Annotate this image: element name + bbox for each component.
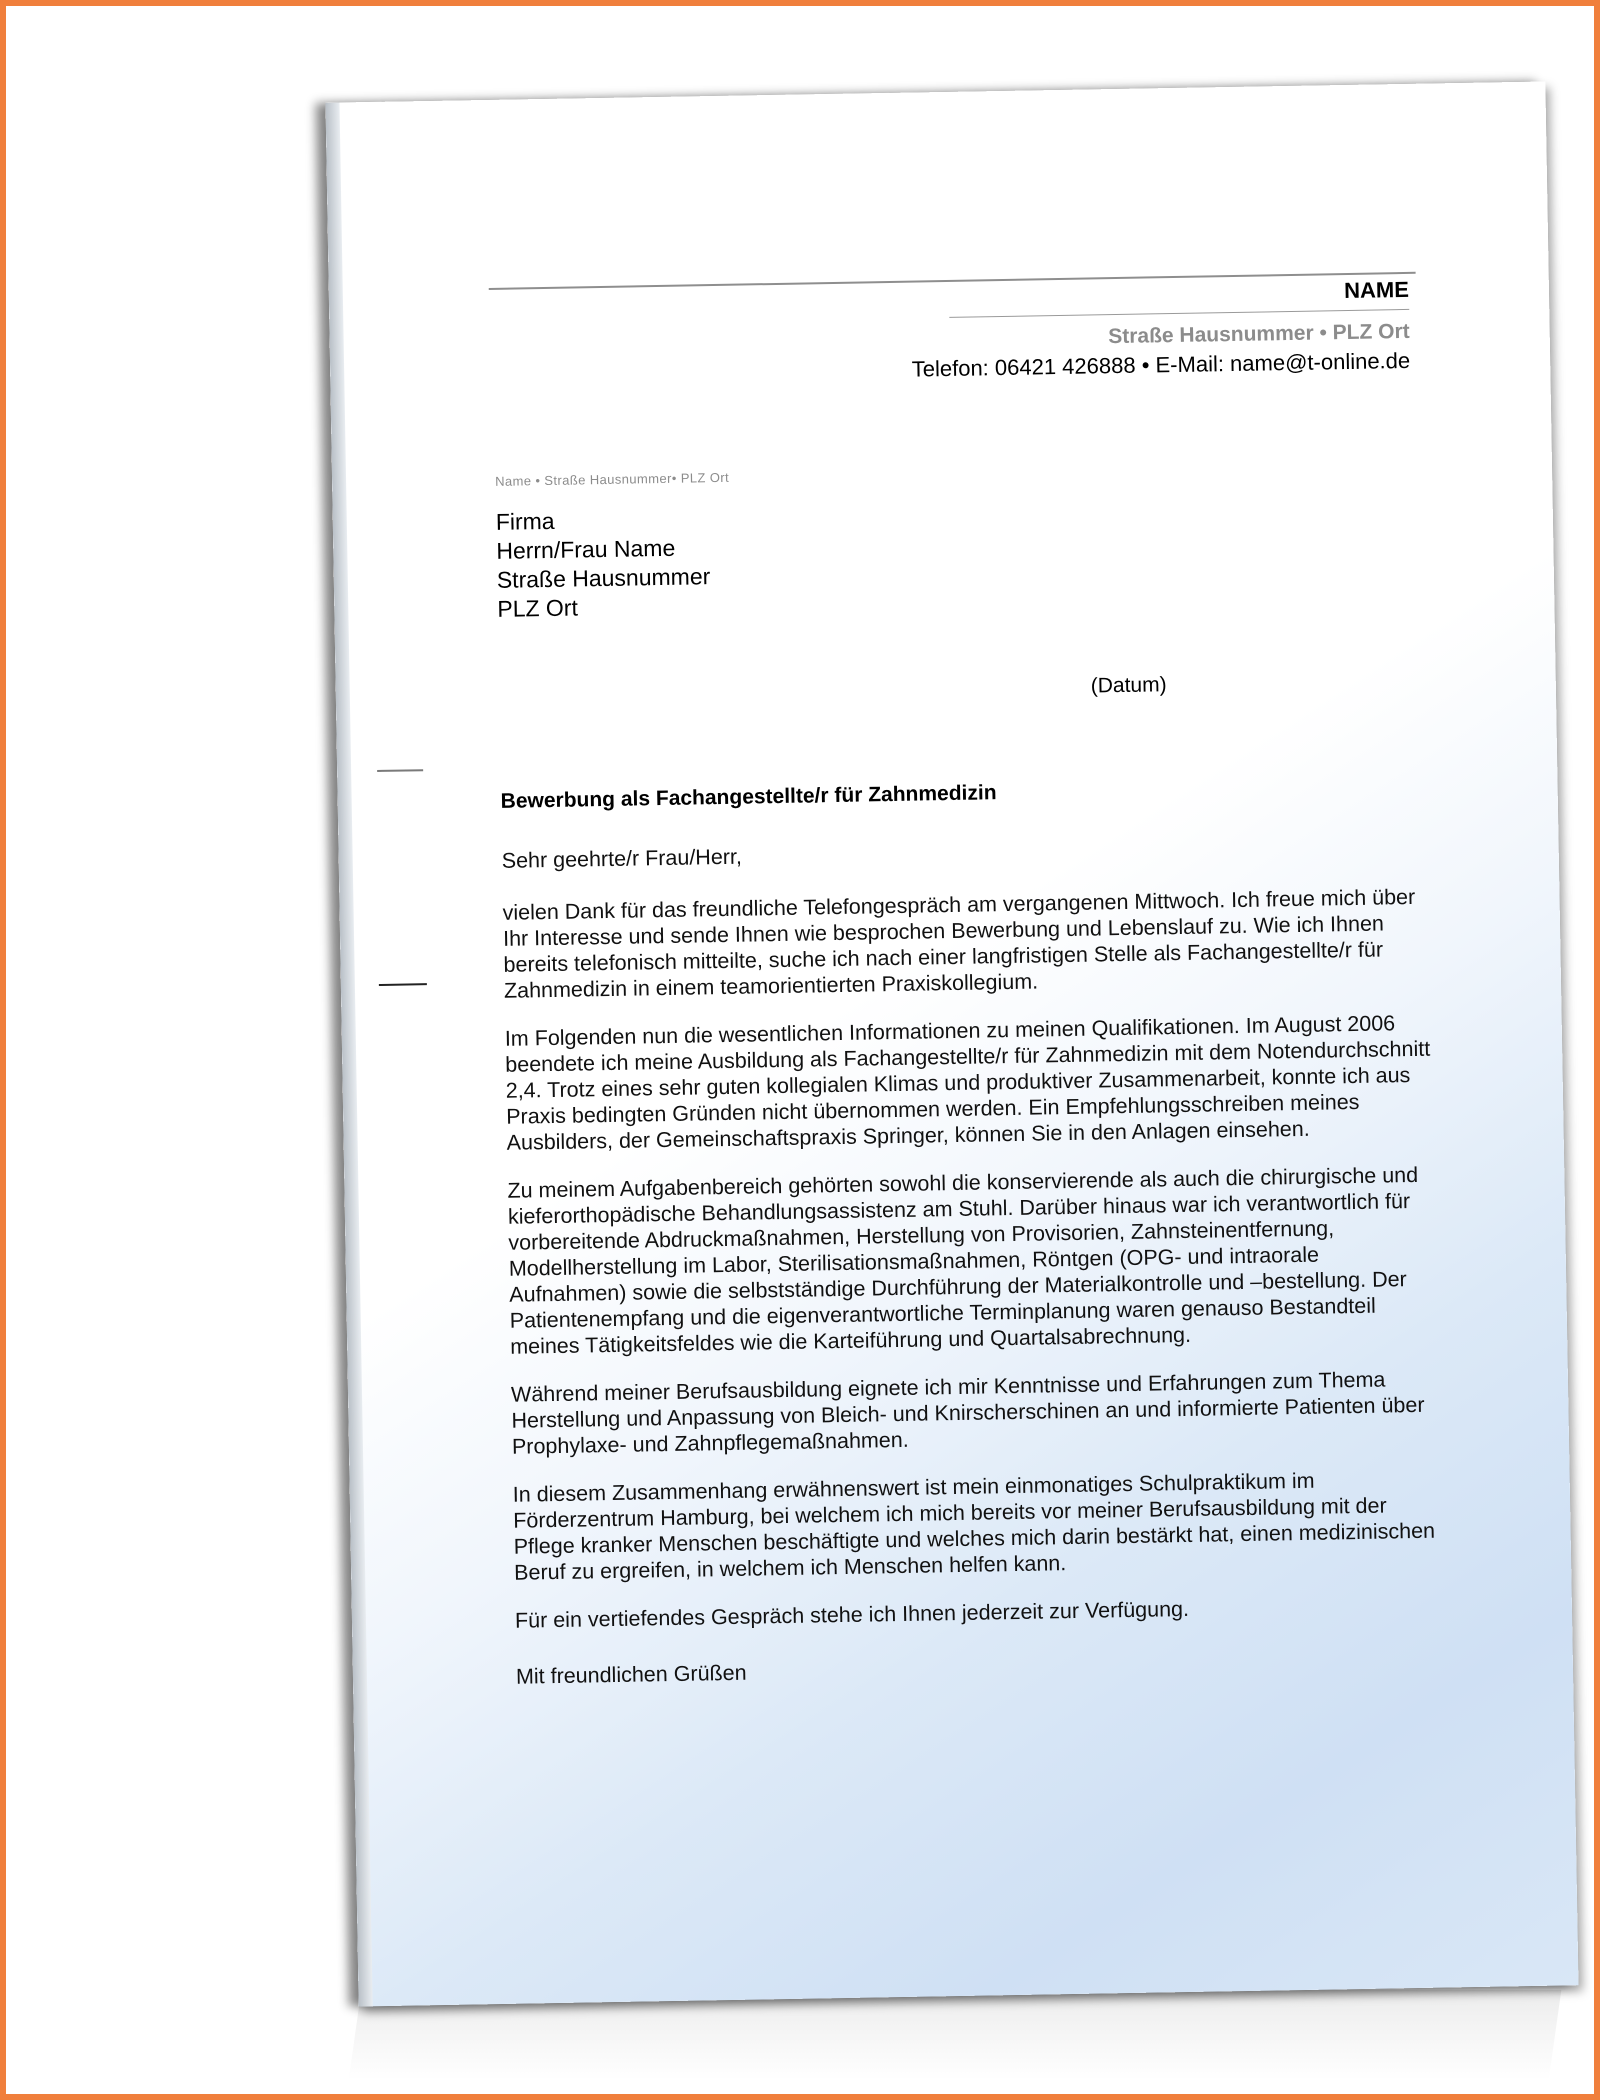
- punch-mark: [379, 983, 427, 986]
- salutation: Sehr geehrte/r Frau/Herr,: [501, 844, 743, 873]
- recipient-company: Firma: [495, 507, 555, 535]
- letter-sheet: [325, 81, 1578, 2006]
- body-paragraph: In diesem Zusammenhang erwähnenswert ist mein einmonatiges Schulpraktikum im Förderzentrum Hamburg, bei welchem ich mich bereits vor meiner Berufsausbildung mit der Pflege kranker Menschen beschäftigte und welches mich darin bestärkt hat, einen medizinischen Beruf zu ergreifen, in welchem ich Menschen helfen kann.: [512, 1468, 1436, 1585]
- recipient-street: Straße Hausnummer: [496, 563, 711, 593]
- recipient-city: PLZ Ort: [497, 594, 579, 622]
- letter-subject: Bewerbung als Fachangestellte/r für Zahnmedizin: [500, 781, 997, 813]
- recipient-block: [496, 504, 711, 624]
- name-underline: [949, 309, 1409, 318]
- header-rule: [489, 272, 1416, 290]
- return-address-line: Name • Straße Hausnummer• PLZ Ort: [494, 469, 730, 489]
- letter-date: (Datum): [1090, 673, 1167, 698]
- letter-body: [502, 832, 1447, 1712]
- fold-mark: [377, 769, 423, 772]
- body-paragraph: Für ein vertiefendes Gespräch stehe ich Ihnen jederzeit zur Verfügung.: [514, 1596, 1190, 1633]
- closing: Mit freundlichen Grüßen: [515, 1660, 747, 1689]
- body-paragraph: Während meiner Berufsausbildung eignete ich mir Kenntnisse und Erfahrungen zum Thema Herstellung und Anpassung von Bleich- und Knirscherschinen an und informierte Patienten über Prophylaxe- und Zahnpflegemaßnahmen.: [510, 1367, 1425, 1459]
- sender-name: NAME: [1343, 276, 1410, 304]
- recipient-person: Herrn/Frau Name: [496, 534, 676, 564]
- body-paragraph: vielen Dank für das freundliche Telefongespräch am vergangenen Mittwoch. Ich freue mich über Ihr Interesse und sende Ihnen wie besprochen Bewerbung und Lebenslauf zu. Wie ich Ihnen bereits telefonisch mitteilte, suche ich nach einer langfristigen Stelle als Fachangestellte/r für Zahnmedizin in einem teamorientierten Praxiskollegium.: [502, 884, 1416, 1003]
- body-paragraph: Im Folgenden nun die wesentlichen Informationen zu meinen Qualifikationen. Im August 2006 beendete ich meine Ausbildung als Fachangestellte/r für Zahnmedizin mit dem Notendurchschnitt 2,4. Trotz eines sehr guten kollegialen Klimas und produktiver Zusammenarbeit, konnte ich aus Praxis bedingten Gründen nicht übernommen werden. Ein Empfehlungsschreiben meines Ausbilders, der Gemeinschaftspraxis Springer, können Sie in den Anlagen einsehen.: [504, 1011, 1431, 1155]
- sender-address: Straße Hausnummer • PLZ Ort: [1108, 319, 1410, 349]
- sender-contact: Telefon: 06421 426888 • E-Mail: name@t-online.de: [911, 347, 1411, 382]
- body-paragraph: Zu meinem Aufgabenbereich gehörten sowohl die konservierende als auch die chirurgische und kieferorthopädische Behandlungsassistenz am Stuhl. Darüber hinaus war ich verantwortlich für vorbereitende Abdruckmaßnahmen, Herstellung von Provisorien, Zahnsteinentfernung, Modellherstellung im Labor, Sterilisationsmaßnahmen, Röntgen (OPG- und intraorale Aufnahmen) sowie die selbstständige Durchführung der Materialkontrolle und –bestellung. Der Patientenempfang und die eigenverantwortliche Terminplanung waren genauso Bestandteil meines Tätigkeitsfeldes wie die Karteiführung und Quartalsabrechnung.: [507, 1162, 1419, 1359]
- sheet-edge: [325, 103, 372, 2007]
